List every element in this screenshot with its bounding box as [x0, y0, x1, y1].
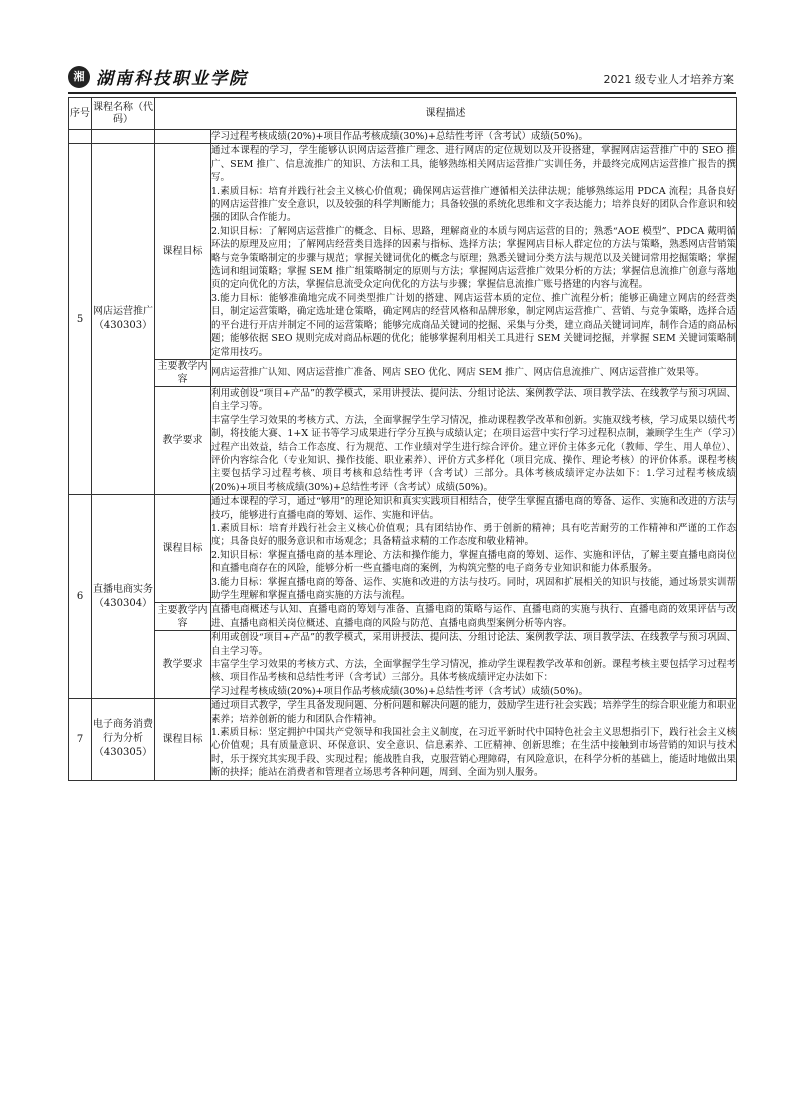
row-description	[211, 359, 737, 386]
cell-empty	[155, 130, 211, 144]
description-line: 1.素质目标：坚定拥护中国共产党领导和我国社会主义制度，在习近平新时代中国特色社会主义思想指引下，践行社会主义核心价值观；具有质量意识、环保意识、安全意识、信息素养、工匠精神、创新思维；在生活中接触到市场营销的知识与技术时，乐于探究其实现手段、实现过程；能战胜自我，克服营销心理障碍，有风险意识，在科学分析的基础上，能适时地做出果断的抉择；能站在消费者和管理者立场思考各种问题，周到、全面为别人服务。	[211, 727, 736, 779]
description-line: 2.知识目标：了解网店运营推广的概念、目标、思路，理解商业的本质与网店运营的目的；熟悉“AOE 模型”、PDCA 戴明循环法的原理及应用；了解网店经营类目选择的因素与指标、选择方法；掌握网店目标人群定位的方法与策略，熟悉网店营销策略与竞争策略制定的步骤与规范；掌握关键词优化的概念与原理；熟悉关键词分类方法与规范以及关键词常用挖掘策略；掌握选词和组词策略；掌握 SEM 推广组策略制定的原则与方法；掌握网店运营推广效果分析的方法；掌握信息流推广创意与落地页的定向优化的方法，掌握信息流受众定向优化的方法与步骤；掌握信息流推广账号搭建的内容与流程。	[211, 225, 736, 291]
description-line: 利用或创设“项目+产品”的教学模式，采用讲授法、提问法、分组讨论法、案例教学法、项目教学法、在线教学与预习巩固、自主学习等。	[211, 632, 736, 657]
row-label: 教学要求	[155, 386, 211, 494]
school-logo	[68, 64, 248, 89]
table-row	[69, 631, 737, 699]
table-row-continued	[69, 130, 737, 144]
description-line: 2.知识目标：掌握直播电商的基本理论、方法和操作能力，掌握直播电商的筹划、运作、实施和评估，了解主要直播电商岗位和直播电商存在的风险，能够分析一些直播电商的案例，为构筑完整的电子商务专业知识和能力体系服务。	[211, 549, 736, 575]
row-label: 课程目标	[155, 495, 211, 603]
course-no: 5	[69, 144, 92, 495]
page-header	[68, 62, 736, 94]
row-label: 主要教学内容	[155, 359, 211, 386]
table-row	[69, 359, 737, 386]
description-line: 学习过程考核成绩(20%)+项目作品考核成绩(30%)+总结性考评（含考试）成绩(50%)。	[211, 685, 589, 697]
row-label: 课程目标	[155, 699, 211, 780]
description-line: 网店运营推广认知、网店运营推广准备、网店 SEO 优化、网店 SEM 推广、网店信息流推广、网店运营推广效果等。	[211, 367, 705, 379]
header-no: 序号	[69, 98, 92, 130]
description-line: 丰富学生学习效果的考核方式、方法，全面掌握学生学习情况，推动课程教学改革和创新。实施双线考核，学习成果以绩代考制，将技能大赛、1+X 证书等学习成果进行学分互换与成绩认定；在项目运营中实行学习过程积点制，兼顾学生生产（学习）过程产出效益，结合工作态度、行为规范、工作业绩对学生进行综合评价。建立评价主体多元化（教师、学生、用人单位）、评价内容综合化（专业知识、操作技能、职业素养）、评价方式多样化（项目完成、操作、理论考核）的评价体系。课程考核主要包括学习过程考核、项目考核和总结性考评（含考试）三部分。具体考核成绩评定办法如下：1.学习过程考核成绩(20%)+项目考核成绩(30%)+总结性考评（含考试）成绩(50%)。	[211, 414, 736, 493]
course-no: 7	[69, 699, 92, 780]
description-line: 通过项目式教学，学生具备发现问题、分析问题和解决问题的能力，鼓励学生进行社会实践；培养学生的综合职业能力和职业素养；培养创新的能力和团队合作精神。	[211, 700, 736, 725]
course-no: 6	[69, 495, 92, 699]
table-row	[69, 386, 737, 494]
course-name: 电子商务消费行为分析（430305）	[92, 699, 155, 780]
description-line: 利用或创设“项目+产品”的教学模式，采用讲授法、提问法、分组讨论法、案例教学法、项目教学法、在线教学与预习巩固、自主学习等。	[211, 387, 736, 413]
description-line: 直播电商概述与认知、直播电商的筹划与准备、直播电商的策略与运作、直播电商的实施与执行、直播电商的效果评估与改进、直播电商相关岗位概述、直播电商的风险与防范、直播电商典型案例分析等内容。	[211, 604, 736, 629]
cell-empty	[69, 130, 92, 144]
row-label: 教学要求	[155, 631, 211, 699]
course-name: 直播电商实务（430304）	[92, 495, 155, 699]
row-label: 主要教学内容	[155, 603, 211, 631]
table-row	[69, 144, 737, 360]
table-header-row	[69, 98, 737, 130]
course-name: 网店运营推广（430303）	[92, 144, 155, 495]
row-description	[211, 603, 737, 631]
course-table	[68, 97, 737, 781]
description-line: 3.能力目标：能够准确地完成不同类型推广计划的搭建、网店运营本质的定位、推广流程分析；能够正确建立网店的经营类目，制定运营策略，确定选址建仓策略，确定网店的经营风格和品牌形象，制定网店运营推广、营销、与竞争策略，选择合适的平台进行开店并制定不同的运营策略；能够完成商品关键词的挖掘、采集与分类，建立商品关键词词库，制作合适的商品标题；能够依据 SEO 规则完成对商品标题的优化；能够掌握利用相关工具进行 SEM 关键词挖掘，并掌握 SEM 关键词策略制定常用技巧。	[211, 292, 736, 358]
description-line: 1.素质目标：培育并践行社会主义核心价值观；具有团结协作、勇于创新的精神；具有吃苦耐劳的工作精神和严谨的工作态度；具备良好的服务意识和市场观念；具备精益求精的工作态度和敬业精神。	[211, 522, 736, 548]
header-course-name: 课程名称（代码）	[92, 98, 155, 130]
table-row	[69, 699, 737, 780]
table-row	[69, 495, 737, 603]
description-line: 通过本课程的学习，学生能够认识网店运营推广理念、进行网店的定位规划以及开设搭建，掌握网店运营推广中的 SEO 推广、SEM 推广、信息流推广的知识、方法和工具，能够熟练相关网店运营推广实训任务，并最终完成网店运营推广报告的撰写。	[211, 145, 736, 184]
description-line: 丰富学生学习效果的考核方式、方法，全面掌握学生学习情况，推动学生课程教学改革和创新。课程考核主要包括学习过程考核、项目作品考核和总结性考评（含考试）三部分。具体考核成绩评定办法如下：	[211, 659, 736, 684]
description-line: 3.能力目标：掌握直播电商的筹备、运作、实施和改进的方法与技巧。同时，巩固和扩展相关的知识与技能，通过场景实训帮助学生理解和掌握直播电商实施的方法与流程。	[211, 576, 736, 601]
header-course-description: 课程描述	[155, 98, 737, 130]
row-description	[211, 699, 737, 780]
row-description	[211, 144, 737, 360]
row-description	[211, 631, 737, 699]
description-line: 1.素质目标：培育并践行社会主义核心价值观；确保网店运营推广遵循相关法律法规；能够熟练运用 PDCA 流程；具备良好的网店运营推广安全意识，以及较强的科学判断能力；具备较强的系统化思维和文字表达能力；培养良好的团队合作意识和较强的团队合作能力。	[211, 185, 736, 224]
row-description	[211, 495, 737, 603]
document-title: 2021 级专业人才培养方案	[603, 73, 734, 86]
row-label: 课程目标	[155, 144, 211, 360]
school-emblem-icon: 湘	[68, 66, 90, 88]
table-row	[69, 603, 737, 631]
cell-empty	[92, 130, 155, 144]
row-description	[211, 386, 737, 494]
cell-assessment-continued: 学习过程考核成绩(20%)+项目作品考核成绩(30%)+总结性考评（含考试）成绩(50%)。	[211, 130, 737, 144]
description-line: 通过本课程的学习，通过“够用”的理论知识和真实实践项目相结合，使学生掌握直播电商的筹备、运作、实施和改进的方法与技巧，能够进行直播电商的筹划、运作、实施和评估。	[211, 496, 736, 521]
school-name: 湖南科技职业学院	[96, 69, 248, 89]
